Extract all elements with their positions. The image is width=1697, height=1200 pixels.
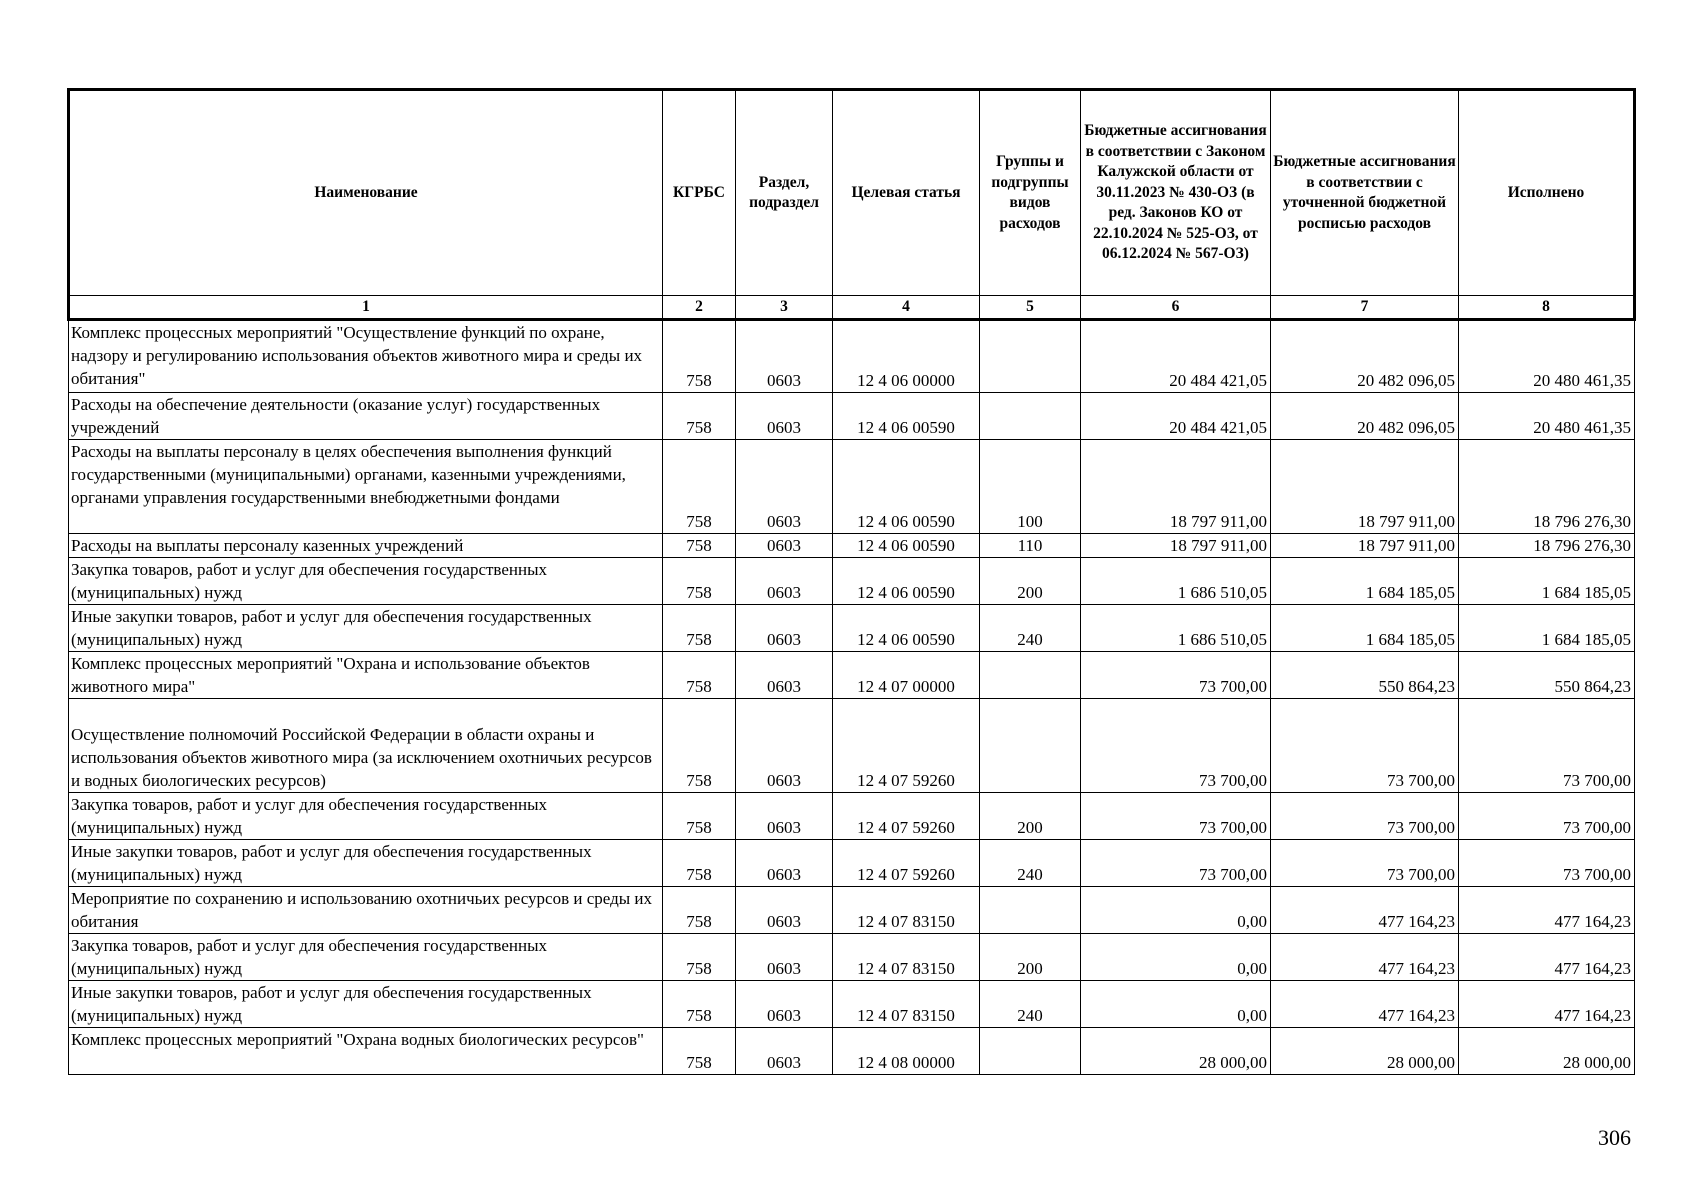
row-name: Закупка товаров, работ и услуг для обеспечения государственных (муниципальных) нужд (69, 558, 663, 605)
row-expense-group (980, 1028, 1081, 1075)
row-executed: 73 700,00 (1459, 840, 1635, 887)
row-roster-allocation: 20 482 096,05 (1271, 320, 1459, 393)
row-law-allocation: 73 700,00 (1081, 652, 1271, 699)
row-expense-group (980, 699, 1081, 793)
row-roster-allocation: 73 700,00 (1271, 699, 1459, 793)
row-expense-group: 110 (980, 534, 1081, 558)
row-kgrbs: 758 (663, 699, 736, 793)
table-row (69, 652, 1635, 699)
header-executed: Исполнено (1459, 90, 1635, 296)
row-law-allocation: 0,00 (1081, 934, 1271, 981)
row-kgrbs: 758 (663, 981, 736, 1028)
row-target-article: 12 4 06 00590 (833, 605, 980, 652)
row-section: 0603 (736, 605, 833, 652)
row-target-article: 12 4 06 00590 (833, 558, 980, 605)
table-row (69, 605, 1635, 652)
row-expense-group: 100 (980, 440, 1081, 534)
column-number: 2 (663, 296, 736, 320)
header-target-article: Целевая статья (833, 90, 980, 296)
row-executed: 28 000,00 (1459, 1028, 1635, 1075)
row-section: 0603 (736, 981, 833, 1028)
row-target-article: 12 4 06 00000 (833, 320, 980, 393)
budget-table (67, 88, 1636, 1075)
row-section: 0603 (736, 934, 833, 981)
row-kgrbs: 758 (663, 793, 736, 840)
row-roster-allocation: 550 864,23 (1271, 652, 1459, 699)
table-row (69, 981, 1635, 1028)
row-section: 0603 (736, 840, 833, 887)
header-section: Раздел, подраздел (736, 90, 833, 296)
row-executed: 550 864,23 (1459, 652, 1635, 699)
table-row (69, 1028, 1635, 1075)
row-target-article: 12 4 07 83150 (833, 981, 980, 1028)
row-executed: 1 684 185,05 (1459, 605, 1635, 652)
row-target-article: 12 4 07 59260 (833, 793, 980, 840)
row-name: Расходы на выплаты персоналу казенных учреждений (69, 534, 663, 558)
column-number-row (69, 296, 1635, 320)
table-row (69, 934, 1635, 981)
row-roster-allocation: 20 482 096,05 (1271, 393, 1459, 440)
row-roster-allocation: 73 700,00 (1271, 793, 1459, 840)
row-expense-group (980, 887, 1081, 934)
row-section: 0603 (736, 320, 833, 393)
row-law-allocation: 20 484 421,05 (1081, 320, 1271, 393)
row-law-allocation: 18 797 911,00 (1081, 440, 1271, 534)
row-roster-allocation: 1 684 185,05 (1271, 605, 1459, 652)
row-kgrbs: 758 (663, 840, 736, 887)
row-section: 0603 (736, 534, 833, 558)
row-law-allocation: 73 700,00 (1081, 699, 1271, 793)
row-expense-group: 200 (980, 558, 1081, 605)
row-law-allocation: 1 686 510,05 (1081, 605, 1271, 652)
row-roster-allocation: 18 797 911,00 (1271, 534, 1459, 558)
row-target-article: 12 4 07 59260 (833, 840, 980, 887)
row-section: 0603 (736, 440, 833, 534)
row-executed: 18 796 276,30 (1459, 534, 1635, 558)
column-number: 6 (1081, 296, 1271, 320)
column-number: 3 (736, 296, 833, 320)
row-name: Комплекс процессных мероприятий "Охрана водных биологических ресурсов" (69, 1028, 663, 1075)
row-section: 0603 (736, 558, 833, 605)
row-expense-group (980, 393, 1081, 440)
row-target-article: 12 4 07 83150 (833, 934, 980, 981)
header-expense-group: Группы и подгруппы видов расходов (980, 90, 1081, 296)
row-executed: 18 796 276,30 (1459, 440, 1635, 534)
row-kgrbs: 758 (663, 440, 736, 534)
row-target-article: 12 4 06 00590 (833, 534, 980, 558)
row-executed: 477 164,23 (1459, 887, 1635, 934)
row-name: Иные закупки товаров, работ и услуг для обеспечения государственных (муниципальных) нужд (69, 840, 663, 887)
row-kgrbs: 758 (663, 558, 736, 605)
row-kgrbs: 758 (663, 605, 736, 652)
header-roster-allocations: Бюджетные ассигнования в соответствии с уточненной бюджетной росписью расходов (1271, 90, 1459, 296)
row-target-article: 12 4 06 00590 (833, 393, 980, 440)
table-row (69, 699, 1635, 793)
row-executed: 477 164,23 (1459, 981, 1635, 1028)
table-row (69, 440, 1635, 534)
table-row (69, 887, 1635, 934)
row-executed: 20 480 461,35 (1459, 393, 1635, 440)
row-expense-group: 200 (980, 793, 1081, 840)
row-expense-group: 240 (980, 981, 1081, 1028)
row-expense-group (980, 320, 1081, 393)
row-law-allocation: 1 686 510,05 (1081, 558, 1271, 605)
row-section: 0603 (736, 699, 833, 793)
row-target-article: 12 4 07 83150 (833, 887, 980, 934)
row-name: Иные закупки товаров, работ и услуг для обеспечения государственных (муниципальных) нужд (69, 981, 663, 1028)
table-row (69, 534, 1635, 558)
row-roster-allocation: 18 797 911,00 (1271, 440, 1459, 534)
row-name: Расходы на выплаты персоналу в целях обеспечения выполнения функций государственными (муниципальными) органами, казенными учреждениями, органами управления государственными внебюджетными фондами (69, 440, 663, 534)
row-roster-allocation: 477 164,23 (1271, 934, 1459, 981)
table-body (69, 320, 1635, 1075)
column-number: 8 (1459, 296, 1635, 320)
row-target-article: 12 4 07 59260 (833, 699, 980, 793)
table-row (69, 393, 1635, 440)
column-number: 4 (833, 296, 980, 320)
row-executed: 20 480 461,35 (1459, 320, 1635, 393)
row-name: Мероприятие по сохранению и использованию охотничьих ресурсов и среды их обитания (69, 887, 663, 934)
row-name: Комплекс процессных мероприятий "Осуществление функций по охране, надзору и регулированию использования объектов животного мира и среды их обитания" (69, 320, 663, 393)
column-number: 1 (69, 296, 663, 320)
header-name: Наименование (69, 90, 663, 296)
row-target-article: 12 4 06 00590 (833, 440, 980, 534)
row-roster-allocation: 73 700,00 (1271, 840, 1459, 887)
row-expense-group: 240 (980, 605, 1081, 652)
table-row (69, 840, 1635, 887)
row-roster-allocation: 477 164,23 (1271, 981, 1459, 1028)
row-section: 0603 (736, 793, 833, 840)
row-law-allocation: 0,00 (1081, 981, 1271, 1028)
row-executed: 477 164,23 (1459, 934, 1635, 981)
row-law-allocation: 18 797 911,00 (1081, 534, 1271, 558)
row-name: Закупка товаров, работ и услуг для обеспечения государственных (муниципальных) нужд (69, 934, 663, 981)
row-target-article: 12 4 08 00000 (833, 1028, 980, 1075)
row-section: 0603 (736, 393, 833, 440)
header-law-allocations: Бюджетные ассигнования в соответствии с Законом Калужской области от 30.11.2023 № 430-ОЗ (в ред. Законов КО от 22.10.2024 № 525-ОЗ, от 06.12.2024 № 567-ОЗ) (1081, 90, 1271, 296)
row-law-allocation: 20 484 421,05 (1081, 393, 1271, 440)
row-section: 0603 (736, 887, 833, 934)
row-roster-allocation: 1 684 185,05 (1271, 558, 1459, 605)
row-executed: 73 700,00 (1459, 699, 1635, 793)
row-kgrbs: 758 (663, 320, 736, 393)
row-kgrbs: 758 (663, 534, 736, 558)
row-expense-group (980, 652, 1081, 699)
row-name: Закупка товаров, работ и услуг для обеспечения государственных (муниципальных) нужд (69, 793, 663, 840)
table-row (69, 320, 1635, 393)
column-number: 5 (980, 296, 1081, 320)
row-target-article: 12 4 07 00000 (833, 652, 980, 699)
page-number: 306 (1598, 1125, 1631, 1150)
row-expense-group: 200 (980, 934, 1081, 981)
row-kgrbs: 758 (663, 1028, 736, 1075)
row-name: Комплекс процессных мероприятий "Охрана и использование объектов животного мира" (69, 652, 663, 699)
row-name: Иные закупки товаров, работ и услуг для обеспечения государственных (муниципальных) нужд (69, 605, 663, 652)
row-law-allocation: 0,00 (1081, 887, 1271, 934)
row-roster-allocation: 28 000,00 (1271, 1028, 1459, 1075)
row-kgrbs: 758 (663, 393, 736, 440)
table-row (69, 558, 1635, 605)
row-kgrbs: 758 (663, 652, 736, 699)
row-kgrbs: 758 (663, 887, 736, 934)
row-law-allocation: 73 700,00 (1081, 793, 1271, 840)
row-roster-allocation: 477 164,23 (1271, 887, 1459, 934)
row-law-allocation: 28 000,00 (1081, 1028, 1271, 1075)
table-row (69, 793, 1635, 840)
row-executed: 73 700,00 (1459, 793, 1635, 840)
row-name: Расходы на обеспечение деятельности (оказание услуг) государственных учреждений (69, 393, 663, 440)
row-section: 0603 (736, 1028, 833, 1075)
row-law-allocation: 73 700,00 (1081, 840, 1271, 887)
row-section: 0603 (736, 652, 833, 699)
row-expense-group: 240 (980, 840, 1081, 887)
column-number: 7 (1271, 296, 1459, 320)
row-name: Осуществление полномочий Российской Федерации в области охраны и использования объектов животного мира (за исключением охотничьих ресурсов и водных биологических ресурсов) (69, 699, 663, 793)
header-kgrbs: КГРБС (663, 90, 736, 296)
row-executed: 1 684 185,05 (1459, 558, 1635, 605)
table-header (69, 90, 1635, 320)
row-kgrbs: 758 (663, 934, 736, 981)
